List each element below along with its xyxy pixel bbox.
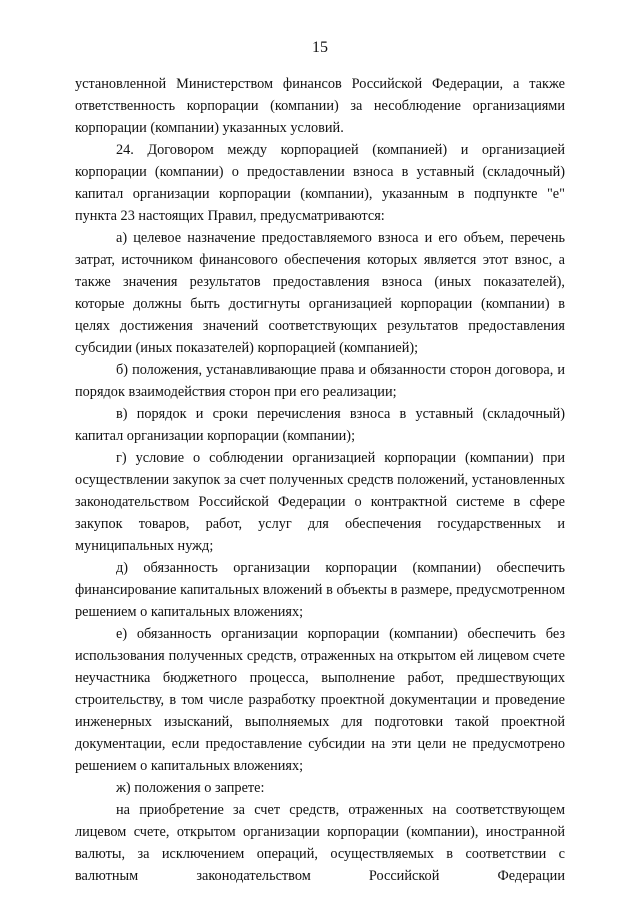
paragraph-item-24: 24. Договором между корпорацией (компанией) и организацией корпорации (компании) о предоставлении взноса в уставный (складочный) капитал организации корпорации (компании), указанным в подпункте "е" пункта 23 настоящих Правил, предусматриваются:: [75, 142, 565, 224]
page-number: 15: [312, 39, 328, 56]
paragraph-subitem-v: в) порядок и сроки перечисления взноса в уставный (складочный) капитал организации корпорации (компании);: [75, 406, 565, 444]
paragraph-subitem-d: д) обязанность организации корпорации (компании) обеспечить финансирование капитальных вложений в объекты в размере, предусмотренном решением о капитальных вложениях;: [75, 560, 565, 620]
paragraph-prohibition: на приобретение за счет средств, отраженных на соответствующем лицевом счете, открытом организации корпорации (компании), иностранной валюты, за исключением операций, осуществляемых в соответствии с валютным законодательством Российской Федерации: [75, 802, 565, 884]
paragraph-subitem-a: а) целевое назначение предоставляемого взноса и его объем, перечень затрат, источником финансового обеспечения которых является этот взнос, а также значения результатов предоставления взноса (иных показателей), которые должны быть достигнуты организацией корпорации (компании) в целях достижения значений соответствующих результатов предоставления субсидии (иных показателей) корпорацией (компанией);: [75, 230, 565, 356]
paragraph-subitem-e: е) обязанность организации корпорации (компании) обеспечить без использования полученных средств, отраженных на открытом ей лицевом счете неучастника бюджетного процесса, выполнение работ, предшествующих строительству, в том числе разработку проектной документации и проведение инженерных изысканий, выполняемых для подготовки такой проектной документации, если предоставление субсидии на эти цели не предусмотрено решением о капитальных вложениях;: [75, 626, 565, 774]
paragraph-subitem-zh: ж) положения о запрете:: [116, 780, 265, 796]
document-body: [75, 73, 565, 887]
paragraph-subitem-b: б) положения, устанавливающие права и обязанности сторон договора, и порядок взаимодействия сторон при его реализации;: [75, 362, 565, 400]
paragraph-continuation: установленной Министерством финансов Российской Федерации, а также ответственность корпорации (компании) за несоблюдение организациями корпорации (компании) указанных условий.: [75, 76, 565, 136]
paragraph-subitem-g: г) условие о соблюдении организацией корпорации (компании) при осуществлении закупок за счет полученных средств положений, установленных законодательством Российской Федерации о контрактной системе в сфере закупок товаров, работ, услуг для обеспечения государственных и муниципальных нужд;: [75, 450, 565, 554]
